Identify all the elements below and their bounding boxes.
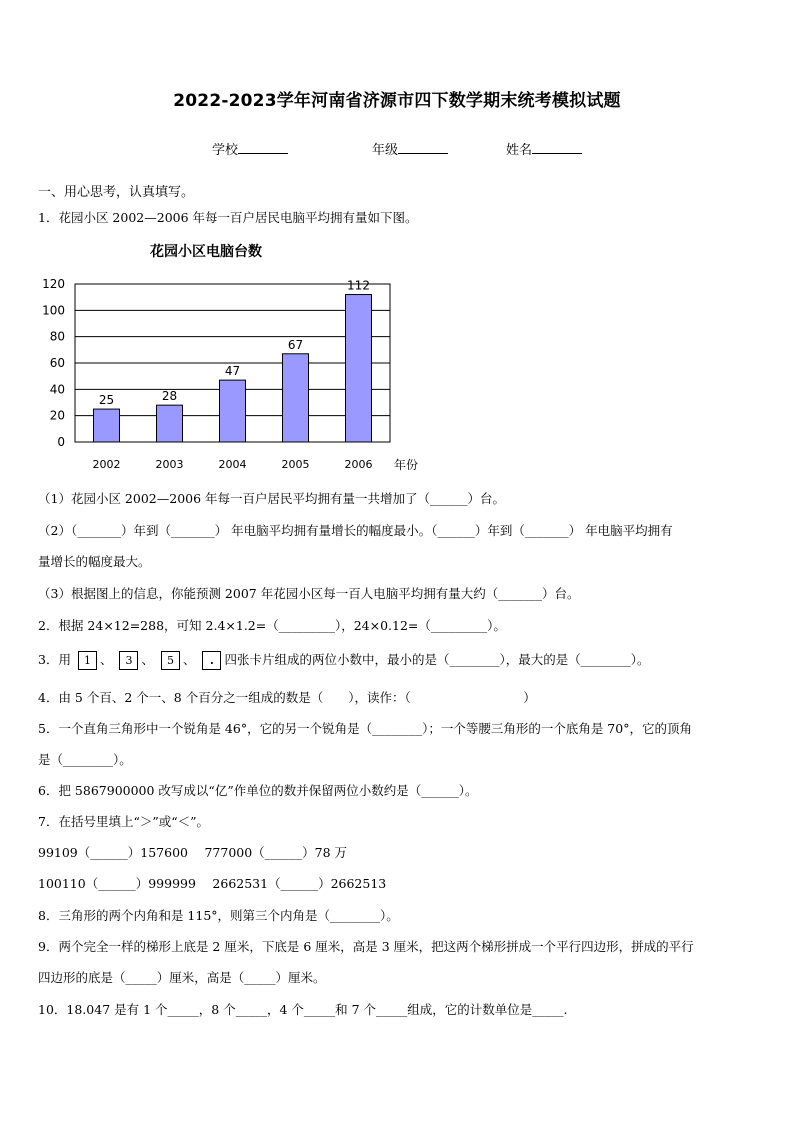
y-tick-label: 40 [49,382,65,397]
question-9-cont: 四边形的底是（_____）厘米，高是（_____）厘米。 [38,970,326,985]
question-3-prefix: 3．用 [38,652,71,667]
question-7-row-1: 99109（______）157600 777000（______）78 万 [38,845,348,860]
x-tick-label: 2005 [281,458,310,471]
y-tick-label: 0 [57,435,65,449]
question-1-part-2-cont: 量增长的幅度最大。 [38,554,151,569]
bar [157,405,183,442]
school-label: 学校 [212,143,239,158]
section-heading: 一、用心思考，认真填写。 [38,185,195,200]
question-1-part-2: （2）（_______）年到（_______） 年电脑平均拥有量增长的幅度最小。（______）年到（_______） 年电脑平均拥有 [38,523,673,538]
question-7-row-2: 100110（______）999999 2662531（______）2662513 [38,876,387,891]
question-7: 7．在括号里填上“＞”或“＜”。 [38,814,210,829]
question-1-part-3: （3）根据图上的信息，你能预测 2007 年花园小区每一百人电脑平均拥有量大约（_______）台。 [38,586,580,601]
question-3 [38,650,764,670]
school-blank[interactable] [238,141,288,154]
decimal-point-card: . [202,651,221,670]
x-axis-label: 年份 [394,458,419,472]
x-tick-label: 2006 [344,458,373,471]
name-label: 姓名 [506,143,533,158]
grade-blank[interactable] [398,141,448,154]
card-separator: 、 [99,652,113,667]
y-tick-label: 80 [49,329,65,344]
bar [283,354,309,442]
bar [94,409,120,442]
question-4: 4．由 5 个百、2 个一、8 个百分之一组成的数是（ ），读作：（ ） [38,690,536,705]
question-5-cont: 是（________）。 [38,752,132,767]
x-tick-label: 2002 [92,458,121,471]
data-label: 25 [98,393,115,408]
chart-title: 花园小区电脑台数 [150,244,262,260]
x-tick-label: 2004 [218,458,247,471]
data-label: 47 [224,364,241,379]
bar [346,295,372,442]
y-tick-label: 100 [42,303,65,318]
grade-field[interactable] [372,139,448,158]
y-tick-label: 120 [42,277,65,291]
question-1-part-1: （1）花园小区 2002—2006 年每一百户居民平均拥有量一共增加了（______）台。 [38,491,506,506]
y-tick-label: 60 [49,356,65,370]
page-title: 2022-2023学年河南省济源市四下数学期末统考模拟试题 [173,91,621,111]
data-label: 112 [347,278,370,293]
bar [220,380,246,442]
name-blank[interactable] [532,141,582,154]
question-9: 9．两个完全一样的梯形上底是 2 厘米，下底是 6 厘米，高是 3 厘米，把这两个梯形拼成一个平行四边形，拼成的平行 [38,939,694,954]
name-field[interactable] [506,139,582,158]
number-card: 5 [161,651,180,670]
card-separator: 、 [182,652,196,667]
question-10: 10．18.047 是有 1 个_____，8 个_____，4 个_____和 7 个_____组成，它的计数单位是_____. [38,1002,568,1017]
bar-chart [30,270,450,475]
data-label: 67 [287,337,304,352]
data-label: 28 [161,389,178,404]
question-1: 1．花园小区 2002—2006 年每一百户居民电脑平均拥有量如下图。 [38,210,418,225]
y-tick-label: 20 [49,408,65,423]
number-card: 3 [119,651,138,670]
question-3-suffix: 四张卡片组成的两位小数中，最小的是（________），最大的是（________）。 [224,652,650,667]
x-tick-label: 2003 [155,458,184,471]
question-5: 5．一个直角三角形中一个锐角是 46°，它的另一个锐角是（________）；一个等腰三角形的一个底角是 70°，它的顶角 [38,721,692,736]
number-card: 1 [78,651,97,670]
question-2: 2．根据 24×12=288，可知 2.4×1.2=（_________），24×0.12=（_________）。 [38,618,506,633]
grade-label: 年级 [372,143,399,158]
question-8: 8．三角形的两个内角和是 115°，则第三个内角是（________）。 [38,908,399,923]
card-separator: 、 [141,652,154,667]
question-6: 6．把 5867900000 改写成以“亿”作单位的数并保留两位小数约是（______）。 [38,783,478,798]
school-field[interactable] [212,139,288,158]
